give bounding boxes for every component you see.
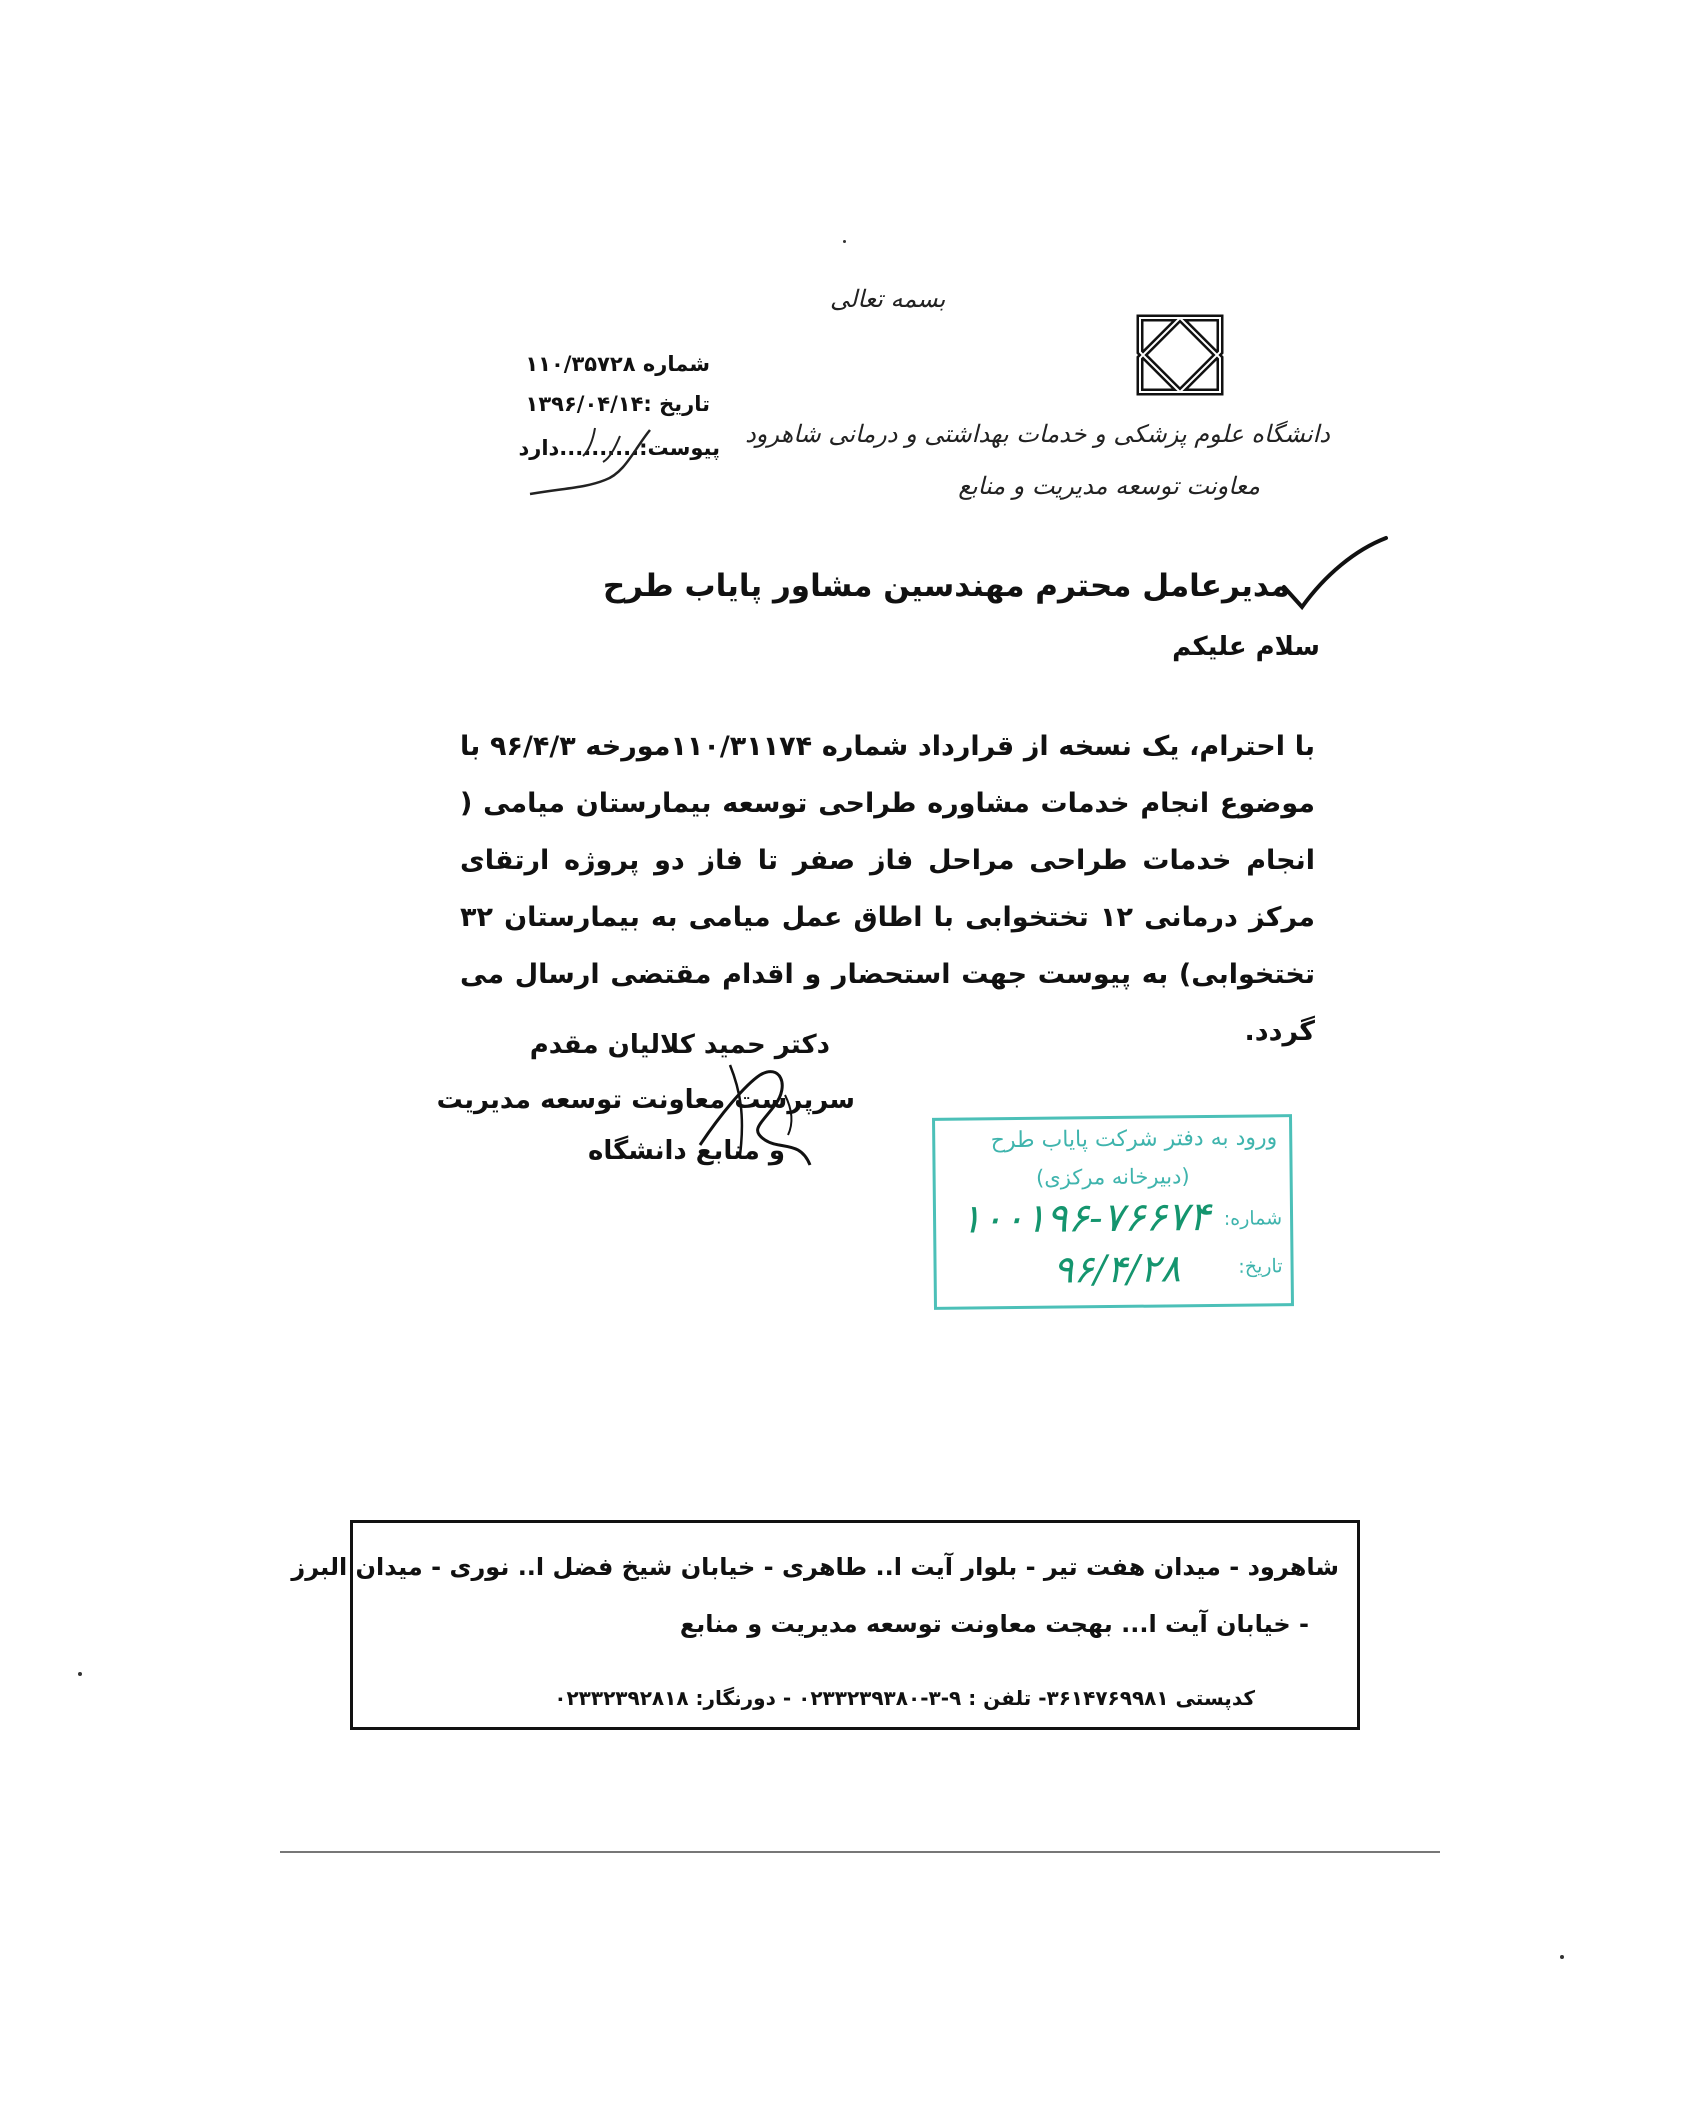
scan-speck bbox=[843, 240, 846, 243]
signatory-name: دکتر حمید کلالیان مقدم bbox=[529, 1030, 830, 1060]
scan-speck bbox=[1560, 1955, 1564, 1959]
bismillah-heading: بسمه تعالی bbox=[830, 285, 946, 313]
footer-address-box bbox=[291, 1520, 1360, 1730]
stamp-number-value: ۱۰۰۱۹۶-۷۶۶۷۴ bbox=[959, 1193, 1211, 1243]
scan-speck bbox=[78, 1672, 82, 1676]
checkmark-icon bbox=[1280, 535, 1390, 615]
letter-number: شماره ۱۱۰/۳۵۷۲۸ bbox=[525, 352, 710, 376]
letter-greeting: سلام علیکم bbox=[1172, 632, 1320, 662]
letter-addressee: مدیرعامل محترم مهندسین مشاور پایاب طرح bbox=[602, 568, 1290, 604]
university-knot-emblem-icon bbox=[1125, 310, 1235, 400]
stamp-date-label: تاریخ: bbox=[1238, 1255, 1283, 1278]
footer-address-line: - خیابان آیت ا... بهجت معاونت توسعه مدیریت و منابع bbox=[679, 1610, 1309, 1638]
handwritten-signature bbox=[690, 1045, 820, 1175]
letter-date: تاریخ :۱۳۹۶/۰۴/۱۴ bbox=[525, 392, 710, 416]
stamp-number-label: شماره: bbox=[1223, 1207, 1283, 1230]
stamp-title: ورود به دفتر شرکت پایاب طرح bbox=[990, 1125, 1278, 1154]
letter-attachment: پیوست:..........دارد bbox=[518, 436, 720, 460]
organization-department: معاونت توسعه مدیریت و منابع bbox=[958, 472, 1260, 500]
signatory-organization: و منابع دانشگاه bbox=[588, 1136, 785, 1166]
received-stamp bbox=[932, 1114, 1294, 1310]
footer-address-line: شاهرود - میدان هفت تیر - بلوار آیت ا.. طاهری - خیابان شیخ فضل ا.. نوری - میدان البرز bbox=[291, 1553, 1339, 1581]
organization-name: دانشگاه علوم پزشکی و خدمات بهداشتی و درمانی شاهرود bbox=[745, 420, 1330, 448]
stamp-subtitle: (دبیرخانه مرکزی) bbox=[1035, 1164, 1190, 1190]
footer-contact-line: کدپستی ۳۶۱۴۷۶۹۹۸۱- تلفن : ۹-۳-۰۲۳۳۲۳۹۳۸۰ - دورنگار: ۰۲۳۳۲۳۹۲۸۱۸ bbox=[554, 1686, 1255, 1710]
bottom-divider bbox=[280, 1851, 1440, 1853]
letter-body: با احترام، یک نسخه از قرارداد شماره ۱۱۰/۳۱۱۷۴مورخه ۹۶/۴/۳ با موضوع انجام خدمات مشاوره طراحی توسعه بیمارستان میامی ( انجام خدمات طراحی مراحل فاز صفر تا فاز دو پروژه ارتقای مرکز درمانی ۱۲ تختخوابی با اطاق عمل میامی به بیمارستان ۳۲ تختخوابی) به پیوست جهت استحضار و اقدام مقتضی ارسال می گردد. bbox=[460, 731, 1315, 1047]
attachment-handwritten-mark bbox=[525, 418, 655, 498]
stamp-date-value: ۹۶/۴/۲۸ bbox=[1052, 1246, 1181, 1292]
signatory-title: سرپرست معاونت توسعه مدیریت bbox=[436, 1085, 855, 1115]
